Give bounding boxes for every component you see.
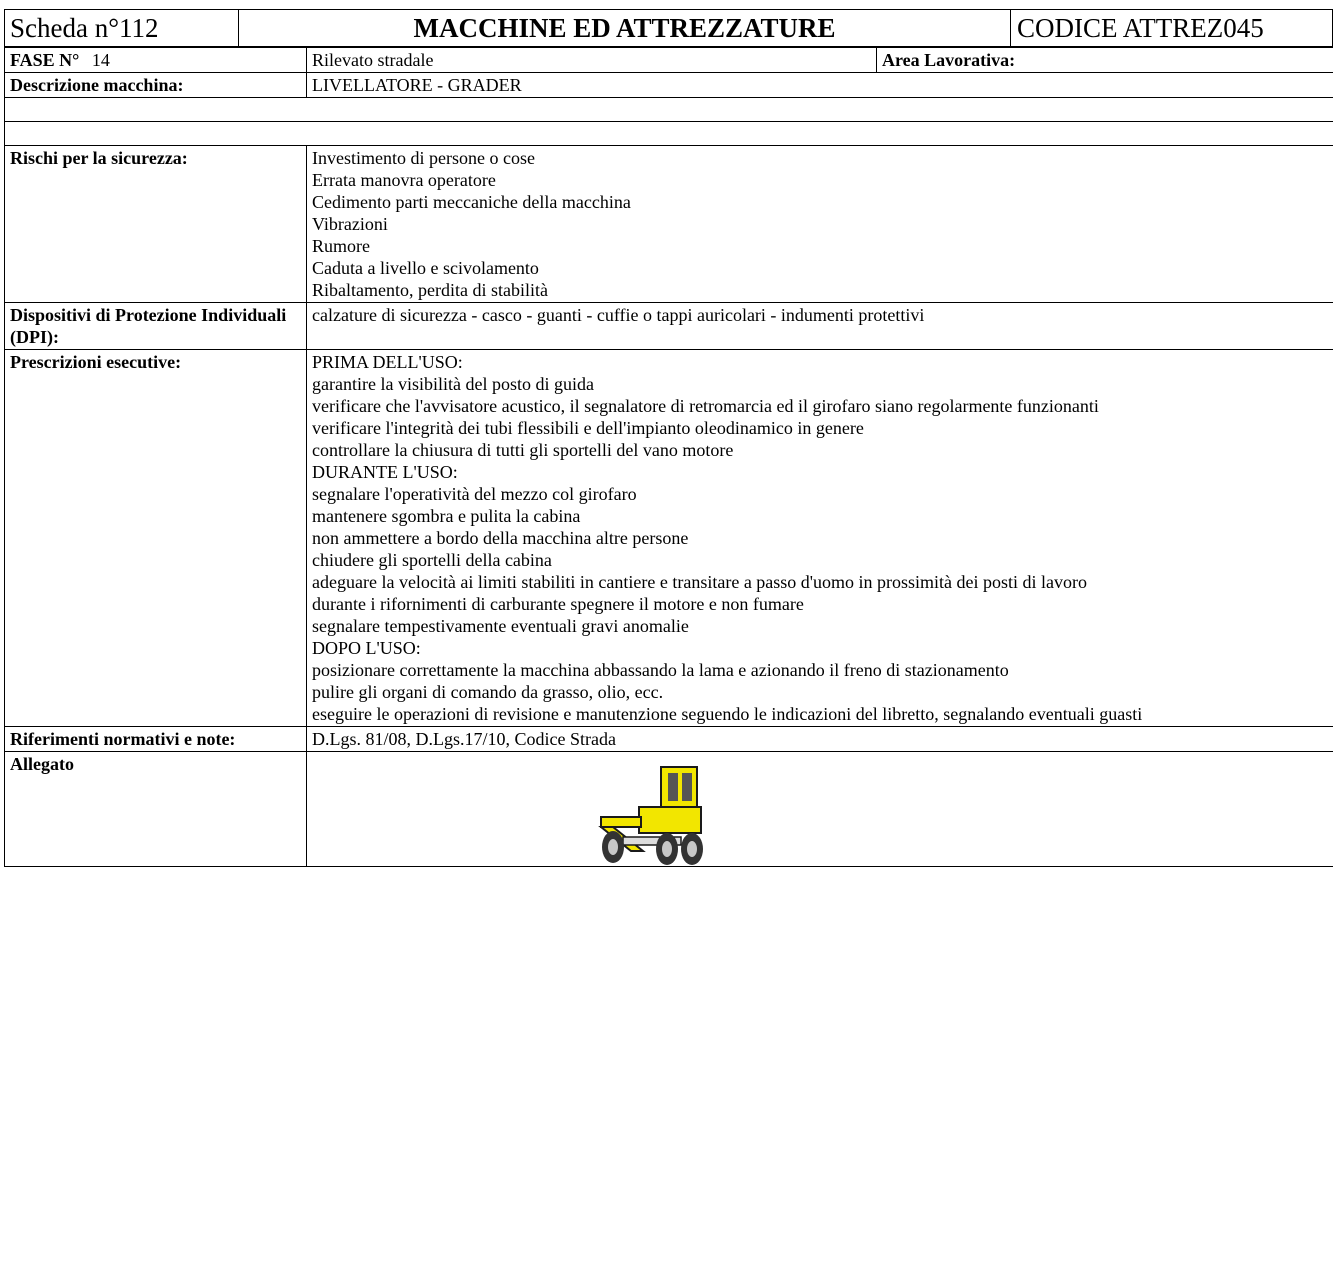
descrizione-label: Descrizione macchina:	[5, 73, 307, 98]
list-item: Investimento di persone o cose	[312, 148, 535, 168]
riferimenti-value: D.Lgs. 81/08, D.Lgs.17/10, Codice Strada	[307, 727, 1334, 752]
blank-row-2	[5, 122, 1334, 146]
descrizione-value: LIVELLATORE - GRADER	[307, 73, 1334, 98]
list-item: segnalare tempestivamente eventuali gravi anomalie	[312, 616, 689, 636]
list-item: DOPO L'USO:	[312, 638, 421, 658]
list-item: verificare l'integrità dei tubi flessibili e dell'impianto oleodinamico in genere	[312, 418, 864, 438]
list-item: garantire la visibilità del posto di guida	[312, 374, 594, 394]
list-item: mantenere sgombra e pulita la cabina	[312, 506, 581, 526]
list-item: segnalare l'operatività del mezzo col girofaro	[312, 484, 637, 504]
fase-value: Rilevato stradale	[307, 48, 877, 73]
blank-row-1	[5, 98, 1334, 122]
riferimenti-label: Riferimenti normativi e note:	[5, 727, 307, 752]
prescrizioni-list	[307, 350, 1334, 727]
allegato-cell	[307, 752, 1334, 867]
scheda-header	[4, 9, 1333, 47]
list-item: Cedimento parti meccaniche della macchina	[312, 192, 631, 212]
list-item: adeguare la velocità ai limiti stabiliti in cantiere e transitare a passo d'uomo in prossimità dei posti di lavoro	[312, 572, 1088, 592]
prescrizioni-label: Prescrizioni esecutive:	[5, 350, 307, 727]
list-item: verificare che l'avvisatore acustico, il segnalatore di retromarcia ed il girofaro siano regolarmente funzionanti	[312, 396, 1099, 416]
allegato-row	[5, 752, 1334, 867]
rischi-label: Rischi per la sicurezza:	[5, 146, 307, 303]
scheda-title: MACCHINE ED ATTREZZATURE	[239, 10, 1011, 46]
dpi-value: calzature di sicurezza - casco - guanti - cuffie o tappi auricolari - indumenti protettivi	[307, 303, 1334, 350]
fase-label-cell	[5, 48, 307, 73]
fase-number: 14	[91, 50, 110, 70]
list-item: PRIMA DELL'USO:	[312, 352, 463, 372]
grader-machine-icon	[597, 763, 709, 867]
scheda-code: CODICE ATTREZ045	[1017, 12, 1264, 43]
blank-cell	[5, 98, 1334, 122]
list-item: DURANTE L'USO:	[312, 462, 458, 482]
blank-cell	[5, 122, 1334, 146]
fase-label: FASE N°	[10, 50, 80, 70]
list-item: eseguire le operazioni di revisione e manutenzione seguendo le indicazioni del libretto, segnalando eventuali guasti	[312, 704, 1143, 724]
list-item: Rumore	[312, 236, 370, 256]
list-item: posizionare correttamente la macchina abbassando la lama e azionando il freno di stazionamento	[312, 660, 1009, 680]
list-item: chiudere gli sportelli della cabina	[312, 550, 552, 570]
list-item: controllare la chiusura di tutti gli sportelli del vano motore	[312, 440, 734, 460]
list-item: Ribaltamento, perdita di stabilità	[312, 280, 548, 300]
scheda-document	[4, 9, 1333, 1269]
allegato-image-area	[312, 753, 1328, 865]
list-item: pulire gli organi di comando da grasso, olio, ecc.	[312, 682, 664, 702]
dpi-label: Dispositivi di Protezione Individuali (DPI):	[5, 303, 307, 350]
prescrizioni-row	[5, 350, 1334, 727]
scheda-number: Scheda n°112	[5, 10, 239, 46]
fase-row	[5, 48, 1334, 73]
list-item: Errata manovra operatore	[312, 170, 496, 190]
descrizione-row	[5, 73, 1334, 98]
list-item: Caduta a livello e scivolamento	[312, 258, 539, 278]
riferimenti-row	[5, 727, 1334, 752]
list-item: durante i rifornimenti di carburante spegnere il motore e non fumare	[312, 594, 804, 614]
list-item: non ammettere a bordo della macchina altre persone	[312, 528, 689, 548]
rischi-row	[5, 146, 1334, 303]
dpi-row	[5, 303, 1334, 350]
list-item: Vibrazioni	[312, 214, 388, 234]
area-lavorativa-label: Area Lavorativa:	[877, 48, 1334, 73]
scheda-table	[4, 47, 1333, 867]
allegato-label: Allegato	[5, 752, 307, 867]
rischi-list	[307, 146, 1334, 303]
